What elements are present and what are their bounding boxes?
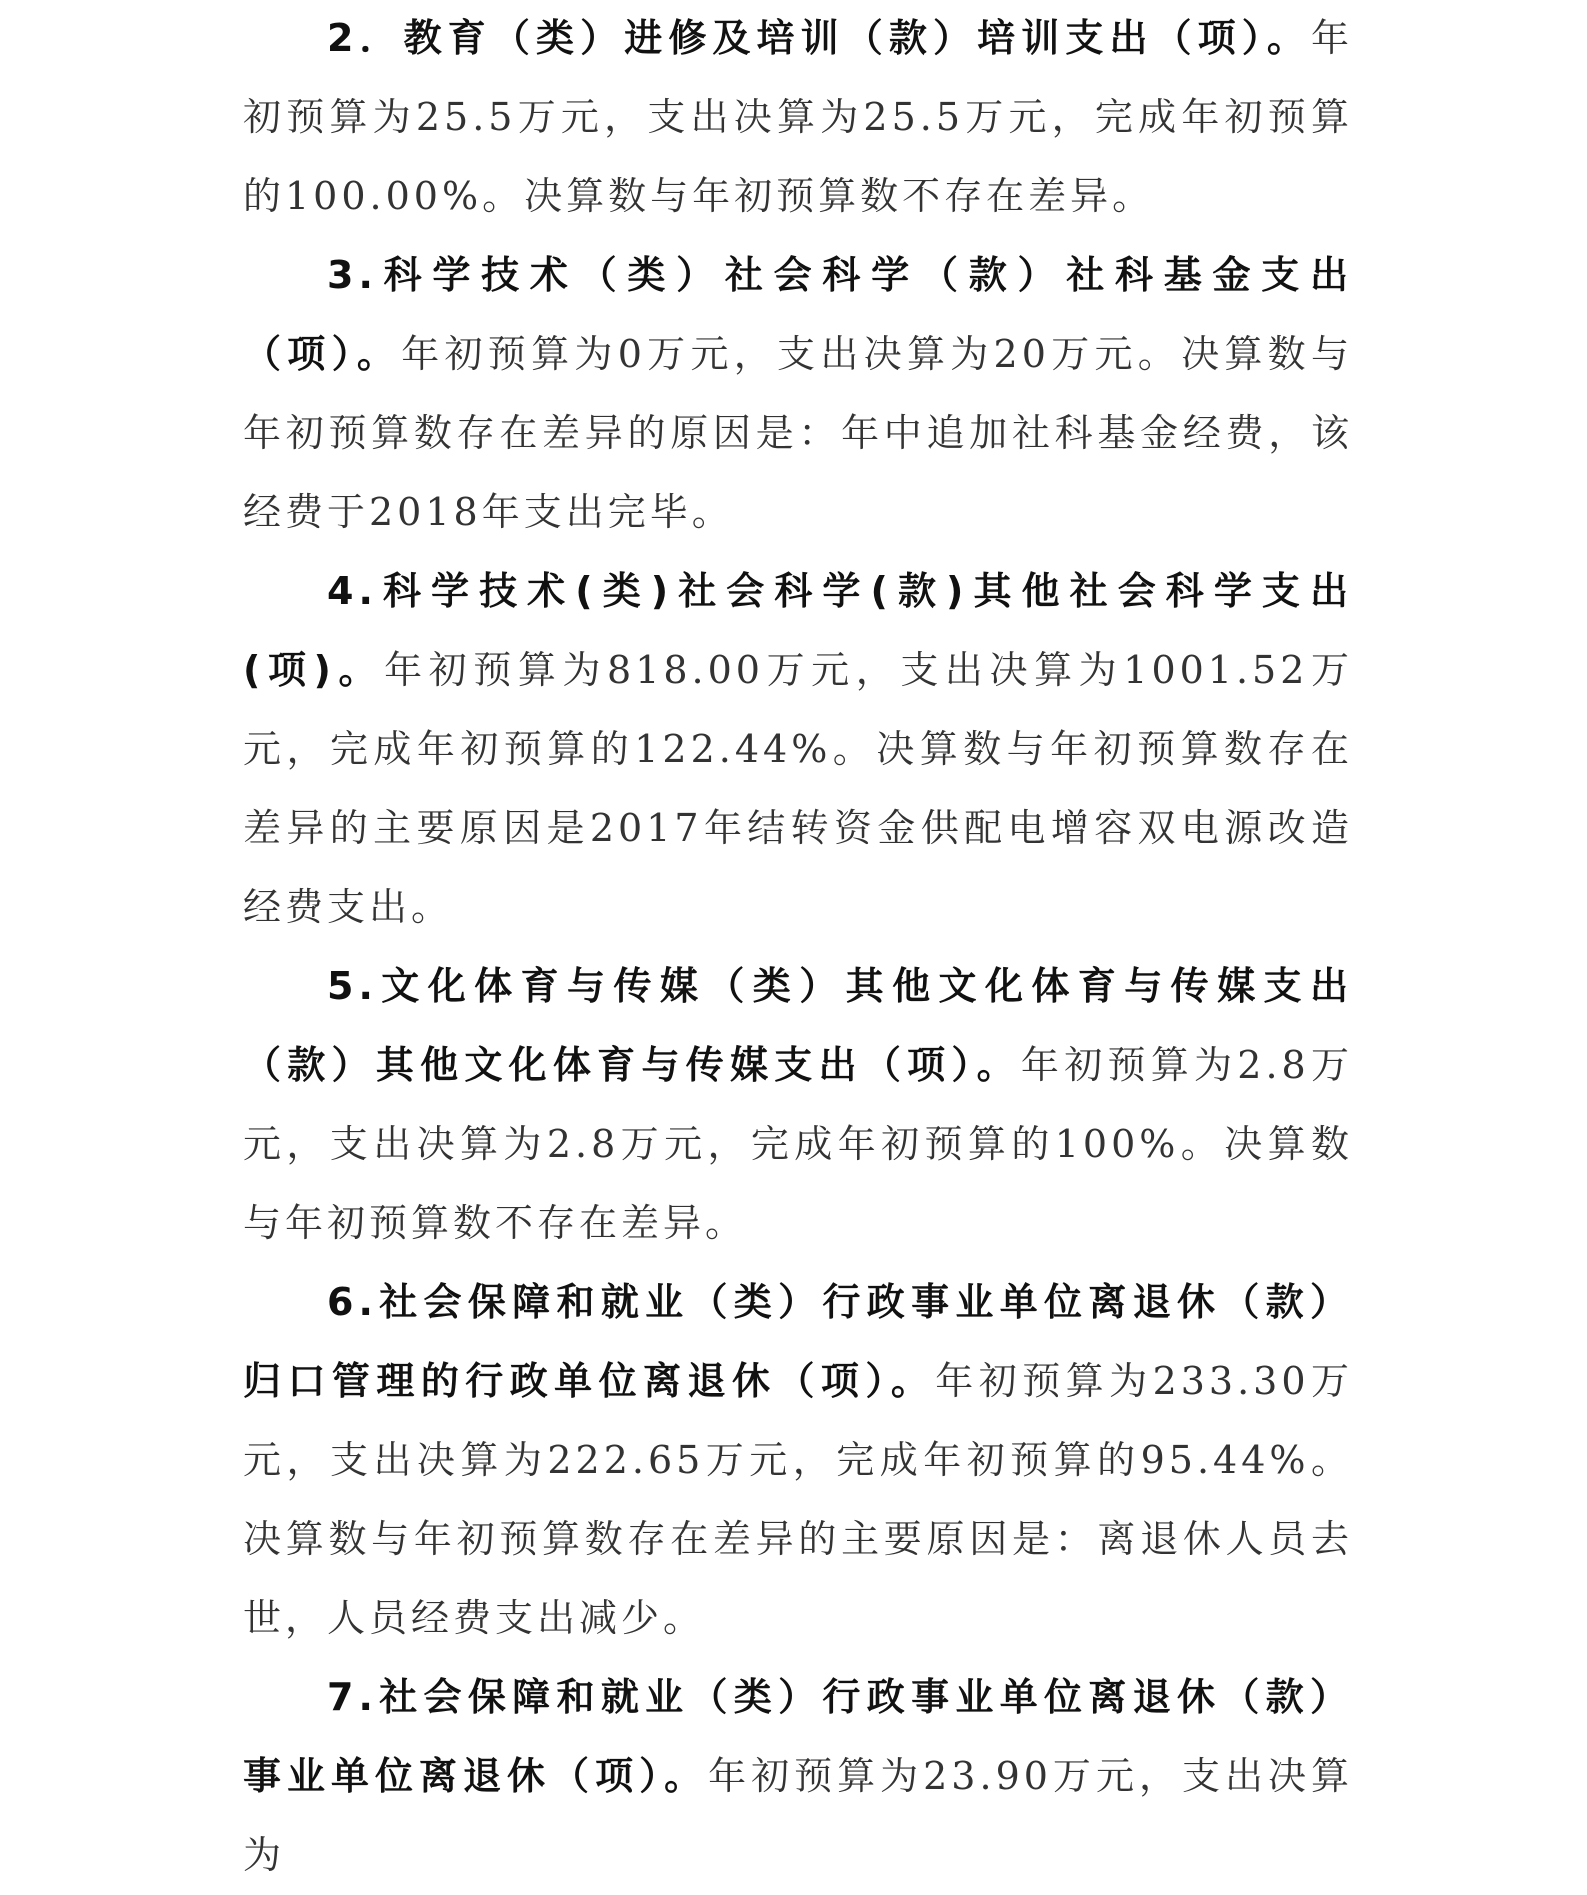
paragraph-body: 年初预算为233.30万元，支出决算为222.65万元，完成年初预算的95.44%。决算数与年初预算数存在差异的主要原因是：离退休人员去世，人员经费支出减少。 [243, 1359, 1353, 1640]
paragraph-body: 年初预算为2.8万元，支出决算为2.8万元，完成年初预算的100%。决算数与年初预算数不存在差异。 [243, 1043, 1353, 1245]
paragraph-item-2 [243, 0, 1353, 236]
paragraph-heading: 2．教育（类）进修及培训（款）培训支出（项）。 [327, 16, 1311, 60]
paragraph-item-6 [243, 1263, 1353, 1658]
paragraph-item-3 [243, 236, 1353, 552]
paragraph-heading: 5.文化体育与传媒（类）其他文化体育与传媒支出（款）其他文化体育与传媒支出（项）。 [243, 964, 1353, 1087]
paragraph-body: 年初预算为0万元，支出决算为20万元。决算数与年初预算数存在差异的原因是：年中追加社科基金经费，该经费于2018年支出完毕。 [243, 332, 1353, 534]
paragraph-item-4 [243, 552, 1353, 947]
paragraph-heading: 7.社会保障和就业（类）行政事业单位离退休（款）事业单位离退休（项）。 [243, 1675, 1353, 1798]
paragraph-item-7 [243, 1658, 1353, 1895]
paragraph-body: 年初预算为23.90万元，支出决算为 [243, 1754, 1353, 1877]
paragraph-heading: 4.科学技术(类)社会科学(款)其他社会科学支出(项)。 [243, 569, 1353, 692]
document-page [243, 0, 1353, 1895]
paragraph-heading: 6.社会保障和就业（类）行政事业单位离退休（款）归口管理的行政单位离退休（项）。 [243, 1280, 1353, 1403]
paragraph-item-5 [243, 947, 1353, 1263]
paragraph-body: 年初预算为25.5万元，支出决算为25.5万元，完成年初预算的100.00%。决算数与年初预算数不存在差异。 [243, 16, 1353, 218]
paragraph-body: 年初预算为818.00万元，支出决算为1001.52万元，完成年初预算的122.44%。决算数与年初预算数存在差异的主要原因是2017年结转资金供配电增容双电源改造经费支出。 [243, 648, 1353, 929]
paragraph-heading: 3.科学技术（类）社会科学（款）社科基金支出（项）。 [243, 253, 1353, 376]
